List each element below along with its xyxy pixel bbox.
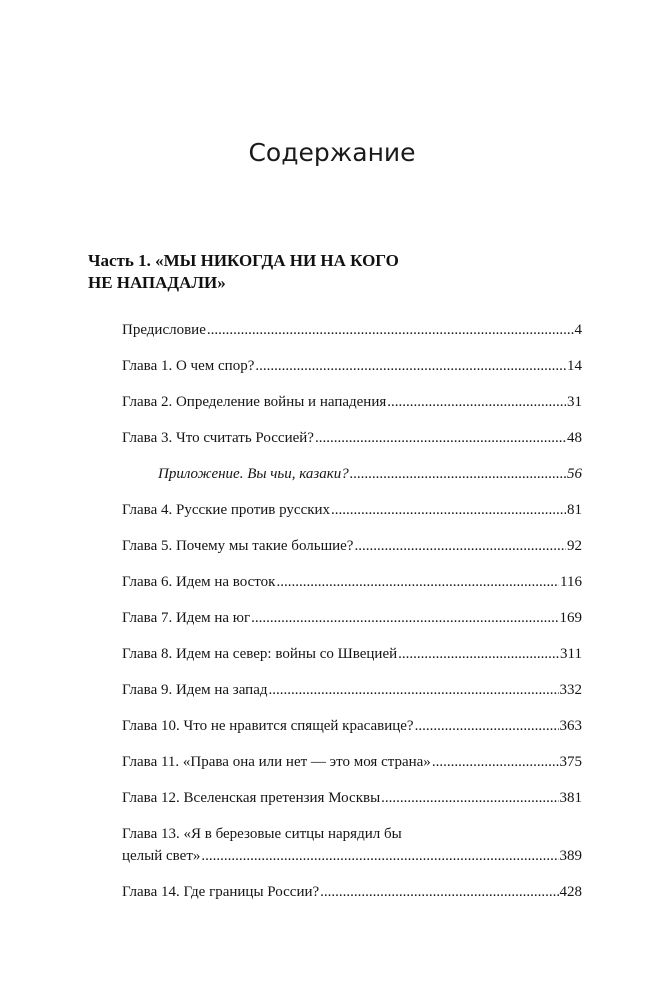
toc-entry-page: 14: [567, 358, 582, 374]
toc-entry-page: 381: [559, 790, 582, 806]
dot-leader: [331, 501, 566, 520]
toc-entry-title-line-2: целый свет»: [122, 848, 201, 864]
toc-entry-page: 56: [567, 466, 582, 482]
toc-entry-title: Глава 8. Идем на север: войны со Швецией: [122, 646, 398, 662]
toc-entry-title: Глава 14. Где границы России?: [122, 884, 320, 900]
toc-entry-chapter-9: [122, 681, 582, 700]
toc-entry-appendix: [158, 465, 582, 484]
toc-entry-title: Приложение. Вы чьи, казаки?: [158, 466, 349, 482]
toc-entry-page: 31: [567, 394, 582, 410]
dot-leader: [432, 753, 559, 772]
toc-entry-chapter-10: [122, 717, 582, 736]
toc-entry-chapter-1: [122, 357, 582, 376]
toc-entry-title: Предисловие: [122, 322, 206, 338]
toc-entry-title: Глава 1. О чем спор?: [122, 358, 255, 374]
toc-entry-chapter-4: [122, 501, 582, 520]
toc-entry-title: Глава 11. «Права она или нет — это моя страна»: [122, 754, 431, 770]
toc-entry-chapter-13: [122, 825, 582, 866]
toc-entry-title: Глава 3. Что считать Россией?: [122, 430, 314, 446]
part-heading: [88, 250, 508, 294]
part-heading-line-1: Часть 1. «МЫ НИКОГДА НИ НА КОГО: [88, 251, 399, 270]
toc-entry-line-2: [122, 847, 582, 866]
dot-leader: [201, 847, 558, 866]
toc-entry-page: 389: [559, 848, 582, 864]
toc-entry-title-line-1: Глава 13. «Я в березовые ситцы нарядил бы: [122, 826, 402, 842]
toc-entry-title: Глава 9. Идем на запад: [122, 682, 268, 698]
page-title: Содержание: [248, 138, 416, 167]
toc-entry-page: 375: [559, 754, 582, 770]
toc-entry-chapter-6: [122, 573, 582, 592]
dot-leader: [251, 609, 558, 628]
toc-entry-page: 169: [559, 610, 582, 626]
dot-leader: [354, 537, 566, 556]
dot-leader: [387, 393, 566, 412]
toc-entry-chapter-5: [122, 537, 582, 556]
toc-entry-chapter-2: [122, 393, 582, 412]
dot-leader: [207, 321, 574, 340]
toc-entry-page: 428: [559, 884, 582, 900]
toc-entry-title: Глава 4. Русские против русских: [122, 502, 331, 518]
dot-leader: [415, 717, 559, 736]
dot-leader: [268, 681, 558, 700]
part-heading-line-2: НЕ НАПАДАЛИ»: [88, 273, 226, 292]
toc-entry-chapter-7: [122, 609, 582, 628]
toc-entry-chapter-12: [122, 789, 582, 808]
toc-entry-page: 4: [574, 322, 582, 338]
dot-leader: [381, 789, 558, 808]
toc-entry-page: 332: [559, 682, 582, 698]
toc-entry-chapter-11: [122, 753, 582, 772]
toc-entry-preface: [122, 321, 582, 340]
dot-leader: [255, 357, 566, 376]
toc-entry-title: Глава 10. Что не нравится спящей красавице?: [122, 718, 414, 734]
dot-leader: [315, 429, 566, 448]
dot-leader: [350, 465, 566, 484]
toc-entry-chapter-3: [122, 429, 582, 448]
dot-leader: [320, 883, 558, 902]
toc-entry-chapter-14: [122, 883, 582, 902]
toc-entry-title: Глава 6. Идем на восток: [122, 574, 276, 590]
toc-entry-page: 363: [559, 718, 582, 734]
toc-entry-page: 92: [567, 538, 582, 554]
toc-entry-page: 81: [567, 502, 582, 518]
toc-entry-title: Глава 12. Вселенская претензия Москвы: [122, 790, 381, 806]
toc-entry-title: Глава 5. Почему мы такие большие?: [122, 538, 354, 554]
toc-entry-chapter-8: [122, 645, 582, 664]
dot-leader: [398, 645, 559, 664]
toc-entry-page: 116: [560, 574, 582, 590]
dot-leader: [276, 573, 559, 592]
toc-entry-page: 311: [560, 646, 582, 662]
toc-entry-page: 48: [567, 430, 582, 446]
toc-entry-title: Глава 2. Определение войны и нападения: [122, 394, 387, 410]
toc-entry-title: Глава 7. Идем на юг: [122, 610, 251, 626]
